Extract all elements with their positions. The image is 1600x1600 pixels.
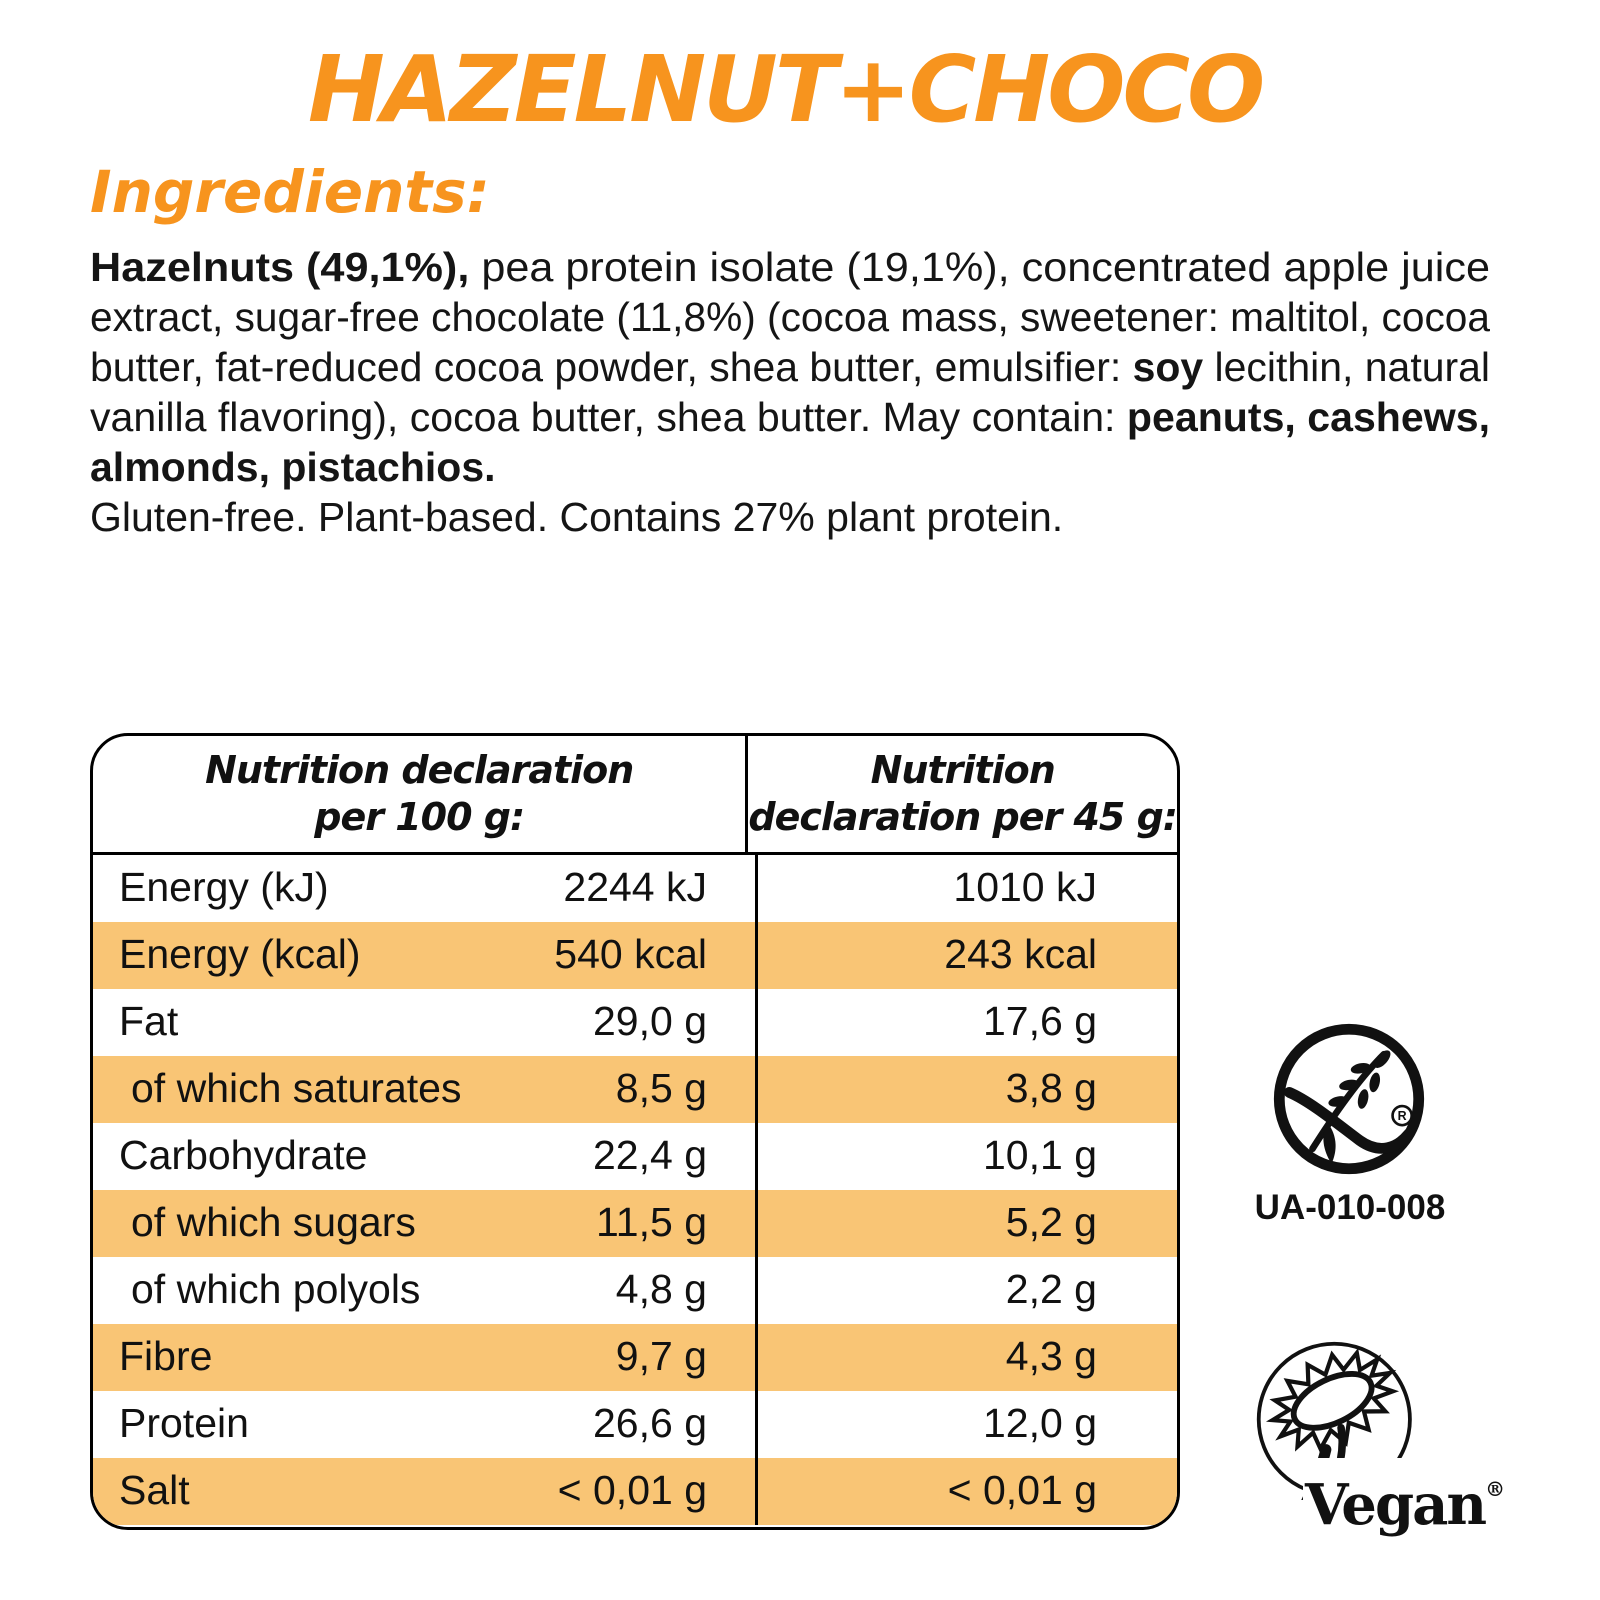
row-value-100g: 11,5 g xyxy=(596,1199,707,1245)
ingredients-line xyxy=(90,342,1490,392)
product-title: HAZELNUT+CHOCO xyxy=(307,36,1263,143)
row-label: Fibre xyxy=(119,1333,213,1379)
row-value-45g: 4,3 g xyxy=(755,1324,1177,1391)
row-label: Salt xyxy=(119,1467,190,1513)
row-value-45g: < 0,01 g xyxy=(755,1458,1177,1525)
row-value-45g: 2,2 g xyxy=(755,1257,1177,1324)
header-per-100g xyxy=(93,736,745,852)
table-row xyxy=(93,922,1177,989)
table-row xyxy=(93,1123,1177,1190)
row-value-45g: 243 kcal xyxy=(755,922,1177,989)
row-value-100g: 22,4 g xyxy=(593,1132,707,1178)
row-value-100g: 29,0 g xyxy=(593,998,707,1044)
row-value-100g: < 0,01 g xyxy=(557,1467,707,1513)
table-row xyxy=(93,855,1177,922)
vegan-wordmark xyxy=(1303,1458,1511,1536)
table-row xyxy=(93,1458,1177,1525)
row-label: Carbohydrate xyxy=(119,1132,368,1178)
ingredients-line xyxy=(90,442,1490,492)
row-value-45g: 5,2 g xyxy=(755,1190,1177,1257)
row-value-100g: 9,7 g xyxy=(615,1333,707,1379)
header-text: declaration per 45 g: xyxy=(748,795,1177,839)
ingredients-text: lecithin, natural xyxy=(1203,344,1490,390)
row-value-100g: 4,8 g xyxy=(615,1266,707,1312)
nutrition-table xyxy=(90,733,1180,1530)
row-value-100g: 26,6 g xyxy=(593,1400,707,1446)
ingredients-line xyxy=(90,292,1490,342)
row-label: Fat xyxy=(119,998,179,1044)
ingredients-text: pea protein isolate (19,1%), concentrated apple juice xyxy=(469,244,1490,290)
table-row xyxy=(93,1324,1177,1391)
ingredients-bold-text: soy xyxy=(1132,344,1204,390)
row-value-45g: 10,1 g xyxy=(755,1123,1177,1190)
ingredients-text: butter, fat-reduced cocoa powder, shea butter, emulsifier: xyxy=(90,344,1133,390)
row-label: Protein xyxy=(119,1400,249,1446)
row-label: of which saturates xyxy=(131,1065,462,1111)
header-text: Nutrition declaration xyxy=(205,748,634,792)
registered-mark: ® xyxy=(1485,1477,1506,1501)
row-value-45g: 1010 kJ xyxy=(755,855,1177,922)
ingredients-text: vanilla flavoring), cocoa butter, shea butter. May contain: xyxy=(90,394,1127,440)
row-value-45g: 3,8 g xyxy=(755,1056,1177,1123)
header-text: per 100 g: xyxy=(314,795,525,839)
ingredients-heading: Ingredients: xyxy=(90,158,490,226)
ingredients-line xyxy=(90,242,1490,292)
header-text: Nutrition xyxy=(870,748,1055,792)
row-value-100g: 2244 kJ xyxy=(563,864,707,910)
row-label: of which sugars xyxy=(131,1199,416,1245)
claims-line xyxy=(90,492,1490,542)
row-label: Energy (kJ) xyxy=(119,864,329,910)
row-value-100g: 8,5 g xyxy=(615,1065,707,1111)
vegan-label: Vegan xyxy=(1305,1472,1486,1538)
table-row xyxy=(93,989,1177,1056)
header-per-45g xyxy=(745,736,1177,852)
registered-icon xyxy=(1393,1106,1412,1125)
ingredients-section xyxy=(90,158,1490,542)
table-row xyxy=(93,1056,1177,1123)
ingredients-text: extract, sugar-free chocolate (11,8%) (cocoa mass, sweetener: maltitol, cocoa xyxy=(90,294,1490,340)
table-row xyxy=(93,1257,1177,1324)
ingredients-line xyxy=(90,392,1490,442)
table-row xyxy=(93,1391,1177,1458)
row-value-45g: 12,0 g xyxy=(755,1391,1177,1458)
claims-text: Gluten-free. Plant-based. Contains 27% plant protein. xyxy=(90,494,1064,540)
ingredients-bold-text: Hazelnuts (49,1%), xyxy=(90,244,470,290)
ingredients-bold-text: almonds, pistachios. xyxy=(90,444,496,490)
svg-text:R: R xyxy=(1397,1109,1407,1124)
table-row xyxy=(93,1190,1177,1257)
row-value-45g: 17,6 g xyxy=(755,989,1177,1056)
gluten-free-license-code: UA-010-008 xyxy=(1254,1188,1446,1227)
row-label: Energy (kcal) xyxy=(119,931,361,977)
row-label: of which polyols xyxy=(131,1266,421,1312)
row-value-100g: 540 kcal xyxy=(554,931,707,977)
nutrition-table-header xyxy=(93,736,1177,855)
ingredients-bold-text: peanuts, cashews, xyxy=(1126,394,1490,440)
gluten-free-icon xyxy=(1266,1015,1432,1183)
